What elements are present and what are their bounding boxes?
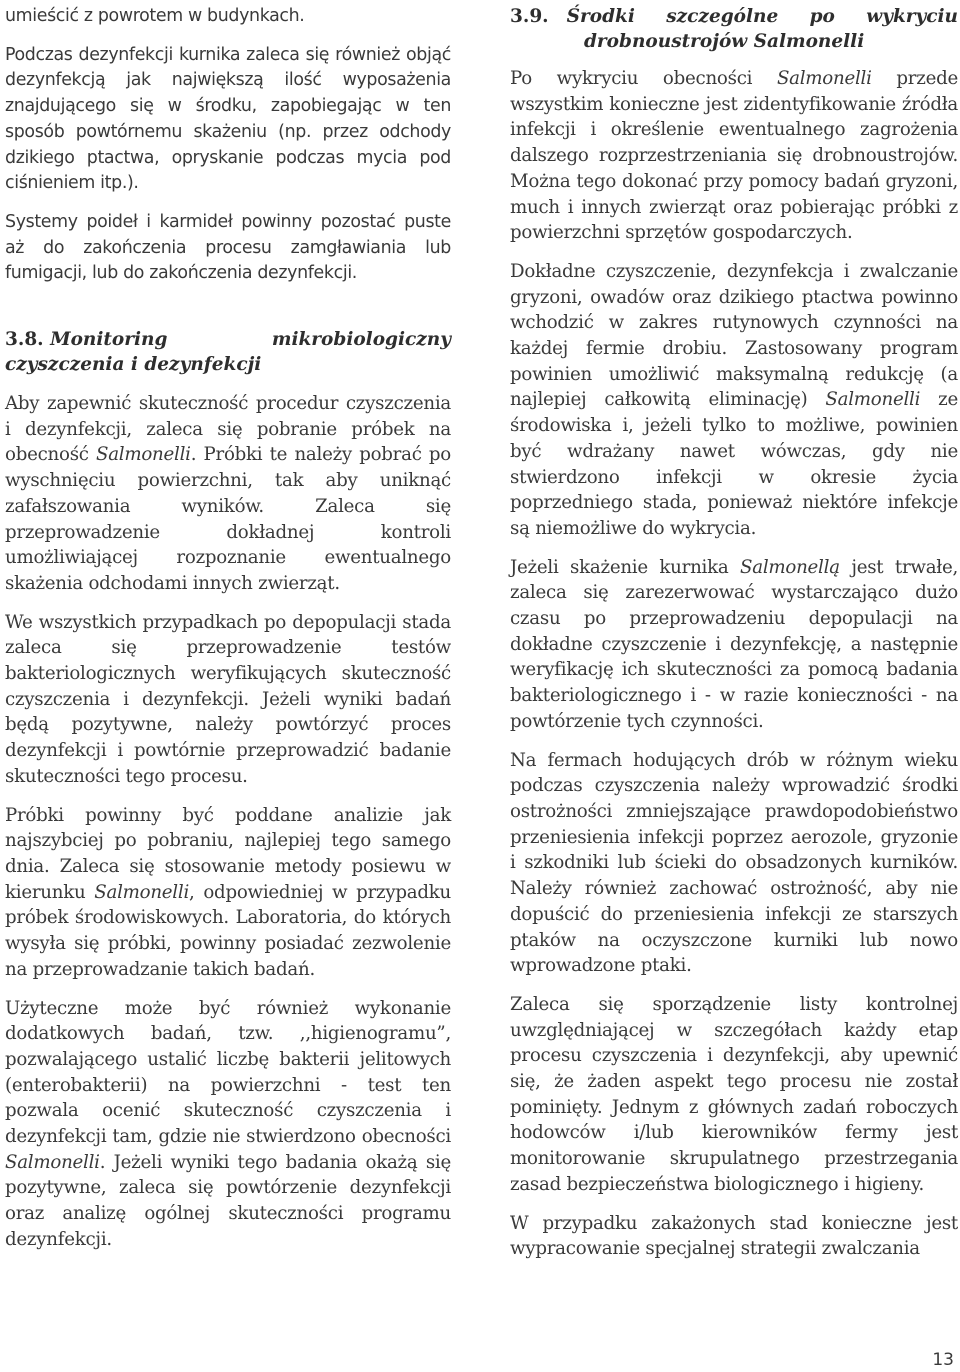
paragraph-drinkers-feeders: Systemy poideł i karmideł powinny pozostać puste aż do zakończenia procesu zamgławiania lub fumigacji, lub do zakończenia dezynfekcji. xyxy=(5,211,451,284)
heading-line-1 xyxy=(510,4,958,29)
text-segment: Dokładne czyszczenie, dezynfekcja i zwalczanie gryzoni, owadów oraz dzikiego ptactwa powinno wchodzić w zakres rutynowych czynności na każdej fermie drobiu. Zastosowany program powinien umożliwić maksymalną redukcję (a najlepiej całkowitą eliminację) xyxy=(510,260,958,411)
italic-term: Salmonellą xyxy=(740,556,840,578)
heading-word-microbiological: mikrobiologiczny xyxy=(271,329,451,351)
text-segment: Użyteczne może być również wykonanie dodatkowych badań, tzw. ,,higienogramu”, pozwalającego ustalić liczbę bakterii jelitowych (enterobakterii) na powierzchni - test ten pozwala ocenić skuteczność czyszczenia i dezynfekcji tam, gdzie nie stwierdzono obecności xyxy=(5,997,451,1148)
text-segment: , odpowiedniej w przypadku próbek środowiskowych. Laboratoria, do których wysyła się próbki, powinny posiadać zezwolenie na przeprowadzanie takich badań. xyxy=(5,881,451,980)
paragraph-infected-flocks: W przypadku zakażonych stad konieczne jest wypracowanie specjalnej strategii zwalczania xyxy=(510,1212,958,1260)
italic-term: Salmonelli xyxy=(95,444,191,466)
italic-term: Salmonelli xyxy=(825,389,921,411)
paragraph-hygienogram xyxy=(5,996,451,1253)
paragraph-source-identification xyxy=(510,66,958,246)
section-number: 3.9. xyxy=(510,6,549,27)
text-segment: Próbki powinny być poddane analizie jak najszybciej po pobraniu, najlepiej tego samego dnia. Zaleca się stosowanie metody posiewu w kierunku xyxy=(5,804,451,903)
heading-line-1-text: Środki szczególne po wykryciu xyxy=(566,6,958,27)
paragraph-sampling xyxy=(5,391,451,597)
left-column xyxy=(5,4,451,1266)
heading-word-monitoring: Monitoring xyxy=(50,329,168,351)
page-number: 13 xyxy=(932,1350,954,1370)
paragraph-multi-age-farms: Na fermach hodujących drób w różnym wieku podczas czyszczenia należy wprowadzić środki ostrożności zmniejszające prawdopodobieństwo przeniesienia infekcji poprzez aerozole, gryzonie i szkodniki lub ścieki do obsadzonych kurników. Należy również zachować ostrożność, aby nie dopuścić do przeniesienia infekcji ze starszych ptaków na oczyszczone kurniki lub nowo wprowadzone ptaki. xyxy=(510,749,958,977)
text-segment: . Próbki te należy pobrać po wyschnięciu powierzchni, tak aby uniknąć zafałszowania wyników. Zaleca się przeprowadzenie dokładnej kontroli umożliwiającej rozpoznanie ewentualnego skażenia odchodami innych zwierząt. xyxy=(5,444,451,594)
paragraph-checklist: Zaleca się sporządzenie listy kontrolnej uwzględniającej w szczegółach każdy etap procesu czyszczenia i dezynfekcji, aby upewnić się, że żaden aspekt tego procesu nie został pominięty. Jednym z głównych zadań roboczych hodowców i/lub kierowników fermy jest monitorowanie skrupulatnego przestrzegania zasad bezpieczeństwa biologicznego i higieny. xyxy=(510,993,958,1195)
italic-term: Salmonelli xyxy=(5,1151,100,1173)
paragraph-sample-analysis xyxy=(5,803,451,983)
text-segment: Po wykryciu obecności xyxy=(510,68,777,89)
italic-term: Salmonelli xyxy=(94,881,190,903)
section-heading-3-8 xyxy=(5,327,451,377)
text-segment: ze środowiska i, jeżeli tylko to możliwe, powinien być wdrażany nawet wówczas, gdy nie stwierdzono infekcji w okresie życia poprzedniego stada, ponieważ niektóre infekcje są niemożliwe do wykrycia. xyxy=(510,389,958,539)
text-segment: Aby zapewnić skuteczność procedur czyszczenia i dezynfekcji, zaleca się pobranie próbek na obecność xyxy=(5,393,451,466)
heading-line-2: czyszczenia i dezynfekcji xyxy=(5,354,262,376)
right-column xyxy=(510,4,958,1275)
section-heading-3-9 xyxy=(510,4,958,54)
paragraph-disinfection-equipment: Podczas dezynfekcji kurnika zaleca się również objąć dezynfekcją jak największą ilość wyposażenia znajdującego się w środku, zapobiegając w ten sposób powtórnemu skażeniu (np. przez odchody dzikiego ptactwa, opryskanie podczas mycia pod ciśnieniem itp.). xyxy=(5,44,451,194)
paragraph-depopulation-tests: We wszystkich przypadkach po depopulacji stada zaleca się przeprowadzenie testów bakteriologicznych weryfikujących skuteczność czyszczenia i dezynfekcji. Jeżeli wyniki badań będą pozytywne, należy powtórzyć proces dezynfekcji i powtórnie przeprowadzić badanie skuteczności tego procesu. xyxy=(5,611,451,787)
paragraph-persistent-contamination xyxy=(510,555,958,735)
heading-line-1 xyxy=(5,327,451,352)
text-segment: Jeżeli skażenie kurnika xyxy=(510,556,741,578)
paragraph-pest-control xyxy=(510,259,958,542)
heading-line-2: drobnoustrojów Salmonelli xyxy=(584,31,865,52)
italic-term: Salmonelli xyxy=(776,68,872,89)
text-segment: przede wszystkim konieczne jest zidentyfikowanie źródła infekcji i określenie ewentualnego zagrożenia dalszego rozprzestrzeniania się drobnoustrojów. Można tego dokonać przy pomocy badań gryzoni, much i innych zwierząt oraz pobierając próbki z powierzchni sprzętów gospodarczych. xyxy=(510,68,958,244)
text-segment: jest trwałe, zaleca się zarezerwować wystarczająco dużo czasu po przeprowadzeniu depopulacji na dokładne czyszczenie i dezynfekcję, a następnie weryfikację ich skuteczności za pomocą badania bakteriologicznego i - w razie konieczności - na powtórzenie tych czynności. xyxy=(510,556,958,732)
section-number: 3.8. xyxy=(5,329,44,351)
paragraph-continuation: umieścić z powrotem w budynkach. xyxy=(5,6,305,26)
text-segment: . Jeżeli wyniki tego badania okażą się pozytywne, zaleca się powtórzenie dezynfekcji oraz analizę ogólnej skuteczności programu dezynfekcji. xyxy=(5,1151,451,1250)
